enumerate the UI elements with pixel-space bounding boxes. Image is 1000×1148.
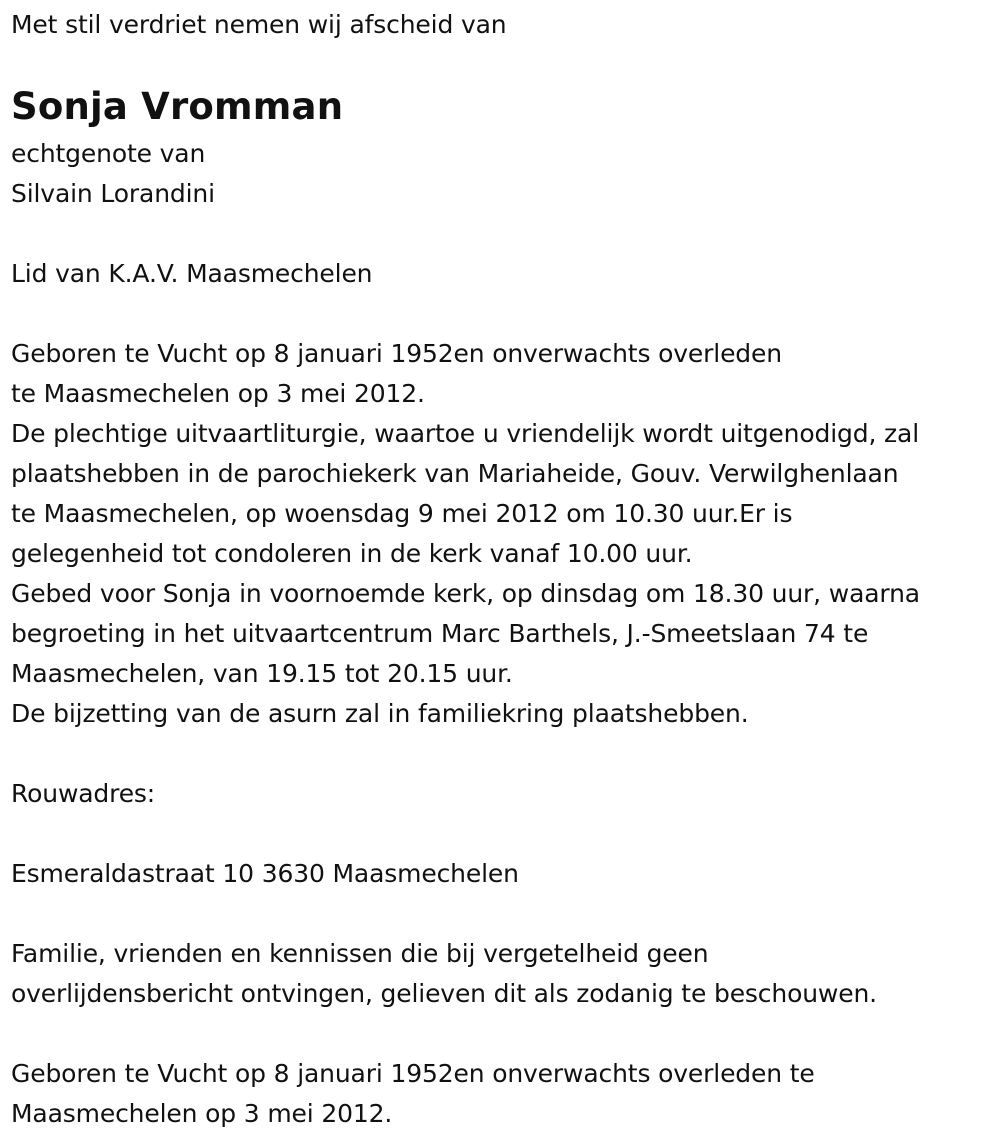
deceased-name: Sonja Vromman bbox=[11, 85, 344, 128]
announcement-line: plaatshebben in de parochiekerk van Mariaheide, Gouv. Verwilghenlaan bbox=[11, 459, 899, 488]
spouse-block bbox=[11, 134, 215, 214]
membership-block bbox=[11, 254, 372, 294]
announcement-line: te Maasmechelen, op woensdag 9 mei 2012 om 10.30 uur.Er is bbox=[11, 499, 793, 528]
family-line: overlijdensbericht ontvingen, gelieven dit als zodanig te beschouwen. bbox=[11, 979, 877, 1008]
announcement-line: Gebed voor Sonja in voornoemde kerk, op dinsdag om 18.30 uur, waarna bbox=[11, 579, 920, 608]
announcement-line: te Maasmechelen op 3 mei 2012. bbox=[11, 379, 425, 408]
announcement-line: Geboren te Vucht op 8 januari 1952en onverwachts overleden bbox=[11, 339, 782, 368]
address-label: Rouwadres: bbox=[11, 779, 156, 808]
address-text: Esmeraldastraat 10 3630 Maasmechelen bbox=[11, 859, 519, 888]
announcement-line: gelegenheid tot condoleren in de kerk vanaf 10.00 uur. bbox=[11, 539, 693, 568]
announcement-line: De bijzetting van de asurn zal in familiekring plaatshebben. bbox=[11, 699, 749, 728]
family-paragraph bbox=[11, 934, 877, 1014]
announcement-line: Maasmechelen, van 19.15 tot 20.15 uur. bbox=[11, 659, 513, 688]
spouse-name: Silvain Lorandini bbox=[11, 179, 215, 208]
spouse-relation: echtgenote van bbox=[11, 139, 206, 168]
announcement-paragraph bbox=[11, 334, 920, 734]
address-label-block bbox=[11, 774, 155, 814]
address-block bbox=[11, 854, 519, 894]
repeat-paragraph bbox=[11, 1054, 815, 1134]
repeat-line: Maasmechelen op 3 mei 2012. bbox=[11, 1099, 393, 1128]
announcement-line: De plechtige uitvaartliturgie, waartoe u vriendelijk wordt uitgenodigd, zal bbox=[11, 419, 919, 448]
membership-text: Lid van K.A.V. Maasmechelen bbox=[11, 259, 373, 288]
announcement-line: begroeting in het uitvaartcentrum Marc Barthels, J.-Smeetslaan 74 te bbox=[11, 619, 869, 648]
intro-text: Met stil verdriet nemen wij afscheid van bbox=[11, 10, 507, 39]
family-line: Familie, vrienden en kennissen die bij vergetelheid geen bbox=[11, 939, 709, 968]
repeat-line: Geboren te Vucht op 8 januari 1952en onverwachts overleden te bbox=[11, 1059, 815, 1088]
